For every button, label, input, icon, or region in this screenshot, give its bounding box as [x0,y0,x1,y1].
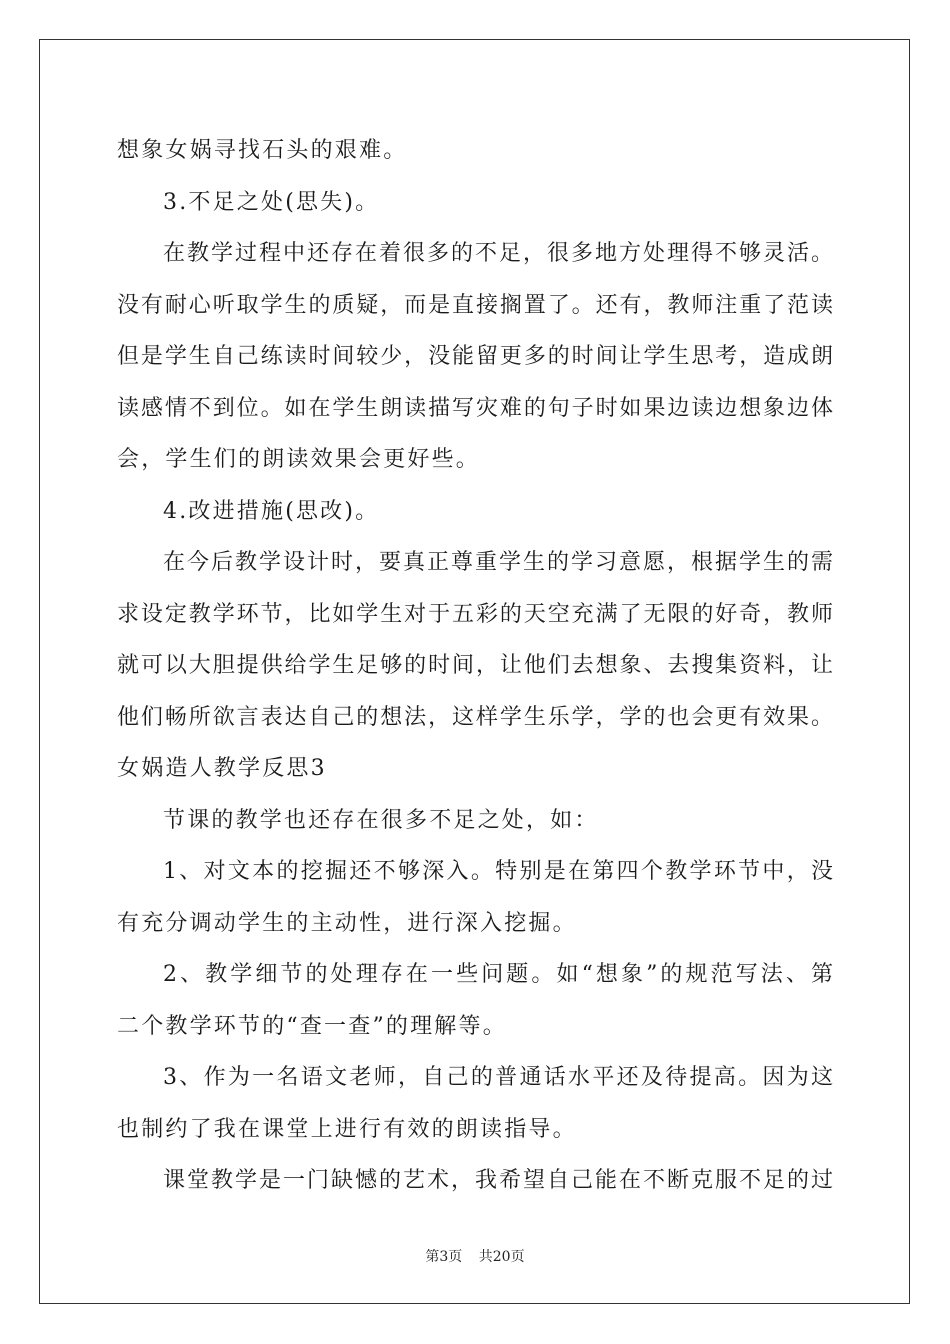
section-heading: 4.改进措施(思改)。 [163,498,380,524]
text-line: 二个教学环节的“查一查”的理解等。 [117,1013,507,1039]
text-line: 读感情不到位。如在学生朗读描写灾难的句子时如果边读边想象边体 [117,395,833,421]
article-title: 女娲造人教学反思3 [117,756,327,781]
text-line: 有充分调动学生的主动性，进行深入挖掘。 [117,910,577,936]
text-line: 就可以大胆提供给学生足够的时间，让他们去想象、去搜集资料，让 [117,653,833,678]
text-line: 没有耐心听取学生的质疑，而是直接搁置了。还有，教师注重了范读 [117,292,833,318]
text-line: 会，学生们的朗读效果会更好些。 [117,447,481,472]
text-line: 也制约了我在课堂上进行有效的朗读指导。 [117,1116,577,1142]
section-heading: 3.不足之处(思失)。 [163,189,380,215]
text-line: 求设定教学环节，比如学生对于五彩的天空充满了无限的好奇，教师 [117,601,833,627]
document-body [117,125,833,1207]
text-line: 1、对文本的挖掘还不够深入。特别是在第四个教学环节中，没 [163,859,833,884]
page-total: 共20页 [478,1249,525,1265]
text-line: 2、教学细节的处理存在一些问题。如“想象”的规范写法、第 [163,962,833,987]
text-line: 但是学生自己练读时间较少，没能留更多的时间让学生思考，造成朗 [117,344,833,369]
page-number: 第3页 [425,1249,463,1265]
text-line: 3、作为一名语文老师，自己的普通话水平还及待提高。因为这 [163,1065,833,1090]
text-line: 在今后教学设计时，要真正尊重学生的学习意愿，根据学生的需 [163,550,833,575]
text-line: 在教学过程中还存在着很多的不足，很多地方处理得不够灵活。 [163,241,833,266]
text-line: 他们畅所欲言表达自己的想法，这样学生乐学，学的也会更有效果。 [117,704,833,730]
text-line: 节课的教学也还存在很多不足之处，如： [163,807,599,833]
text-line: 课堂教学是一门缺憾的艺术，我希望自己能在不断克服不足的过 [163,1168,833,1193]
text-line: 想象女娲寻找石头的艰难。 [117,138,408,163]
page-footer [0,1246,950,1266]
